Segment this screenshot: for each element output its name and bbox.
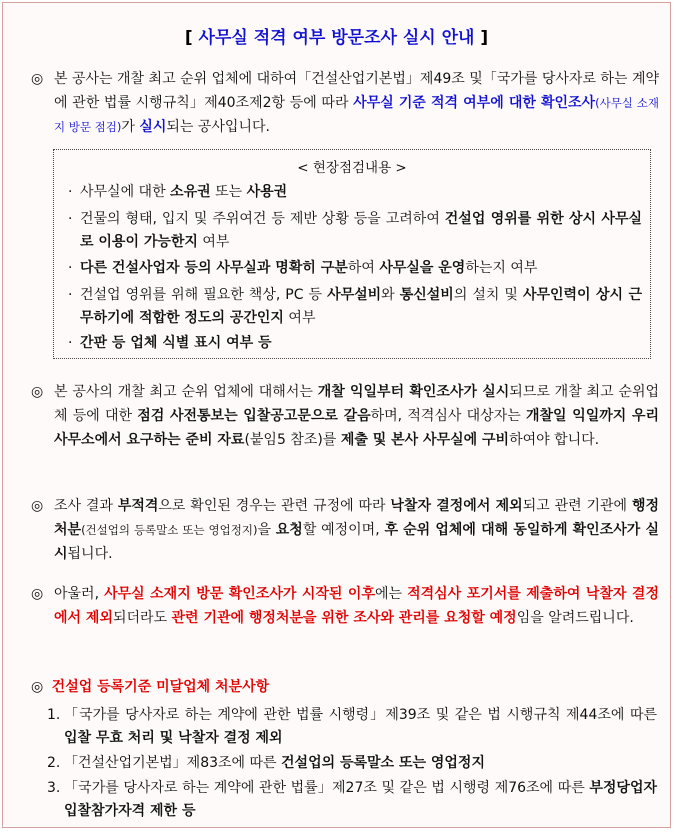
checklist-title: < 현장점검내용 > xyxy=(297,160,407,176)
double-circle-icon: ◎ xyxy=(31,586,44,602)
checklist-item: · 건물의 형태, 입지 및 주위여건 등 제반 상황 등을 고려하여 건설업 영위를 위한 상시 사무실로 이용이 가능한지 여부 xyxy=(68,208,642,254)
checklist-item: · 간판 등 업체 식별 표시 여부 등 xyxy=(68,332,642,355)
double-circle-icon: ◎ xyxy=(31,71,44,87)
disposition-section-heading: ◎ 건설업 등록기준 미달업체 처분사항 xyxy=(31,679,270,695)
dot-icon: · xyxy=(68,211,73,227)
title-bracket-open: [ xyxy=(184,28,193,48)
inspection-checklist-box xyxy=(53,149,651,359)
warning-paragraph: ◎ 아울러, 사무실 소재지 방문 확인조사가 시작된 이후에는 적격심사 포기서를 제출하여 낙찰자 결정에서 제외되더라도 관련 기관에 행정처분을 위한 조사와 관리를 요청할 예정임을 알려드립니다. xyxy=(31,582,659,630)
double-circle-icon: ◎ xyxy=(31,679,44,695)
dot-icon: · xyxy=(68,260,73,276)
investigation-paragraph: ◎ 본 공사의 개찰 최고 순위 업체에 대해서는 개찰 익일부터 확인조사가 실시되므로 개찰 최고 순위업체 등에 대한 점검 사전통보는 입찰공고문으로 갈음하며, 적격심사 대상자는 개찰일 익일까지 우리 사무소에서 요구하는 준비 자료(붙임5 참조)를 제출 및 본사 사무실에 구비하여야 합니다. xyxy=(31,380,659,452)
title-text: 사무실 적격 여부 방문조사 실시 안내 xyxy=(198,28,475,48)
result-paragraph: ◎ 조사 결과 부적격으로 확인된 경우는 관련 규정에 따라 낙찰자 결정에서 제외되고 관련 기관에 행정처분(건설업의 등록말소 또는 영업정지)을 요청할 예정이며, 후 순위 업체에 대해 동일하게 확인조사가 실시됩니다. xyxy=(31,494,659,566)
dot-icon: · xyxy=(68,335,73,351)
intro-paragraph: ◎ 본 공사는 개찰 최고 순위 업체에 대하여「건설산업기본법」제49조 및「국가를 당사자로 하는 계약에 관한 법률 시행규칙」제40조제2항 등에 따라 사무실 기준 적격 여부에 대한 확인조사(사무실 소재지 방문 점검)가 실시되는 공사입니다. xyxy=(31,67,659,139)
double-circle-icon: ◎ xyxy=(31,384,44,400)
dot-icon: · xyxy=(68,184,73,200)
notice-document xyxy=(2,2,671,828)
checklist-item: · 건설업 영위를 위해 필요한 책상, PC 등 사무설비와 통신설비의 설치 및 사무인력이 상시 근무하기에 적합한 정도의 공간인지 여부 xyxy=(68,284,642,330)
double-circle-icon: ◎ xyxy=(31,498,44,514)
disposition-item: 2. 「건설산업기본법」제83조에 따른 건설업의 등록말소 또는 영업정지 xyxy=(47,755,485,771)
dot-icon: · xyxy=(68,287,73,303)
title-bracket-close: ] xyxy=(480,28,489,48)
page-title xyxy=(3,23,670,48)
checklist-item: · 다른 건설사업자 등의 사무실과 명확히 구분하여 사무실을 운영하는지 여부 xyxy=(68,257,642,280)
checklist-item: · 사무실에 대한 소유권 또는 사용권 xyxy=(68,181,642,204)
disposition-item: 3. 「국가를 당사자로 하는 계약에 관한 법률」제27조 및 같은 법 시행령 제76조에 따른 부정당업자 입찰참가자격 제한 등 xyxy=(47,780,657,819)
disposition-item: 1. 「국가를 당사자로 하는 계약에 관한 법률 시행령」제39조 및 같은 법 시행규칙 제44조에 따른 입찰 무효 처리 및 낙찰자 결정 제외 xyxy=(47,707,657,746)
